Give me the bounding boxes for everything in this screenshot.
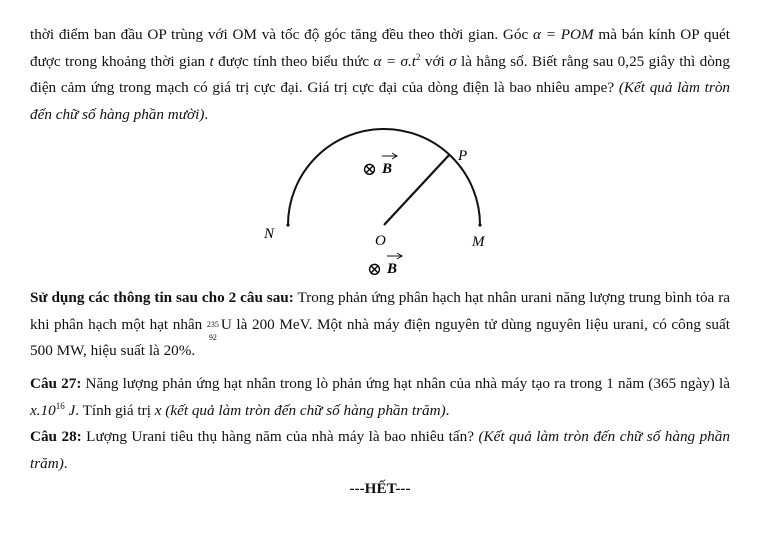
alpha-definition: α = POM: [532, 26, 594, 43]
shared-info-text-1: Trong phản ứng phân hạch hạt nhân urani năng lượng trung bình tỏa ra khi phân hạch một hạt nhân: [30, 289, 731, 333]
question-27-end: .: [445, 401, 450, 419]
semicircle-figure: [264, 140, 500, 285]
label-n: N: [264, 226, 275, 242]
question-28-end: .: [63, 454, 68, 472]
formula: α = σ.t: [373, 52, 416, 70]
question-27: [30, 371, 730, 424]
question-27-note: (kết quả làm tròn đến chữ số hàng phần trăm): [165, 401, 446, 419]
intro-text-2: mà bán kính OP quét được trong khoảng thời gian: [30, 26, 731, 70]
intro-paragraph: [30, 22, 730, 128]
field-into-page-icon-lower: ⊗: [367, 259, 383, 279]
x-symbol: x: [154, 401, 162, 419]
end-marker: ---HẾT---: [349, 480, 411, 497]
point-m: [478, 223, 481, 226]
energy-expression: x.10: [30, 401, 56, 419]
formula-exponent: 2: [415, 51, 421, 62]
label-p: P: [458, 148, 468, 164]
shared-info-lead: Sử dụng các thông tin sau cho 2 câu sau:: [30, 289, 294, 306]
question-28-text-1: Lượng Urani tiêu thụ hàng năm của nhà máy là bao nhiêu tấn?: [81, 428, 479, 445]
question-27-text-1: Năng lượng phản ứng hạt nhân trong lò phản ứng hạt nhân của nhà máy tạo ra trong 1 năm (365 ngày) là: [81, 375, 730, 392]
shared-info-text-2: là 200 MeV. Một nhà máy điện nguyên tử dùng nguyên liệu urani, có công suất 500 MW, hiệu suất là 20%.: [30, 315, 730, 359]
question-28-note: (Kết quả làm tròn đến chữ số hàng phần trăm): [30, 428, 730, 472]
field-into-page-icon: ⊗: [362, 159, 378, 179]
uranium-nuclide: [206, 316, 221, 342]
rounding-note: (Kết quả làm tròn đến chữ số hàng phần mười): [30, 79, 731, 123]
shared-info-paragraph: [30, 285, 730, 365]
sigma-symbol: σ: [449, 52, 457, 70]
semicircle-arc: [288, 129, 480, 225]
element-symbol: U: [220, 315, 232, 333]
question-28: [30, 424, 730, 477]
mass-number: 235: [206, 319, 219, 329]
energy-unit: J: [64, 401, 76, 419]
intro-text-1: thời điểm ban đầu OP trùng với OM và tốc độ góc tăng đều theo thời gian. Góc: [30, 26, 533, 43]
time-symbol: t: [209, 52, 214, 70]
label-b-upper: B: [382, 161, 393, 177]
intro-end: .: [204, 105, 209, 123]
point-n: [286, 223, 289, 226]
label-m: M: [472, 234, 485, 250]
atomic-number: 92: [208, 332, 217, 342]
intro-text-3: được tính theo biểu thức: [213, 52, 374, 70]
energy-exponent: 16: [55, 400, 65, 411]
intro-text-4: với: [420, 52, 450, 70]
question-28-label: Câu 28:: [30, 428, 82, 445]
question-27-text-2: . Tính giá trị: [75, 401, 155, 419]
intro-text-5: là hằng số. Biết rằng sau 0,25 giây thì dòng điện cảm ứng trong mạch có giá trị cực đại. Giá trị cực đại của dòng điện là bao nhiêu ampe?: [30, 52, 730, 96]
label-b-lower: B: [387, 261, 398, 277]
question-27-label: Câu 27:: [30, 375, 82, 392]
radius-op: [384, 154, 450, 225]
label-o: O: [375, 233, 386, 249]
